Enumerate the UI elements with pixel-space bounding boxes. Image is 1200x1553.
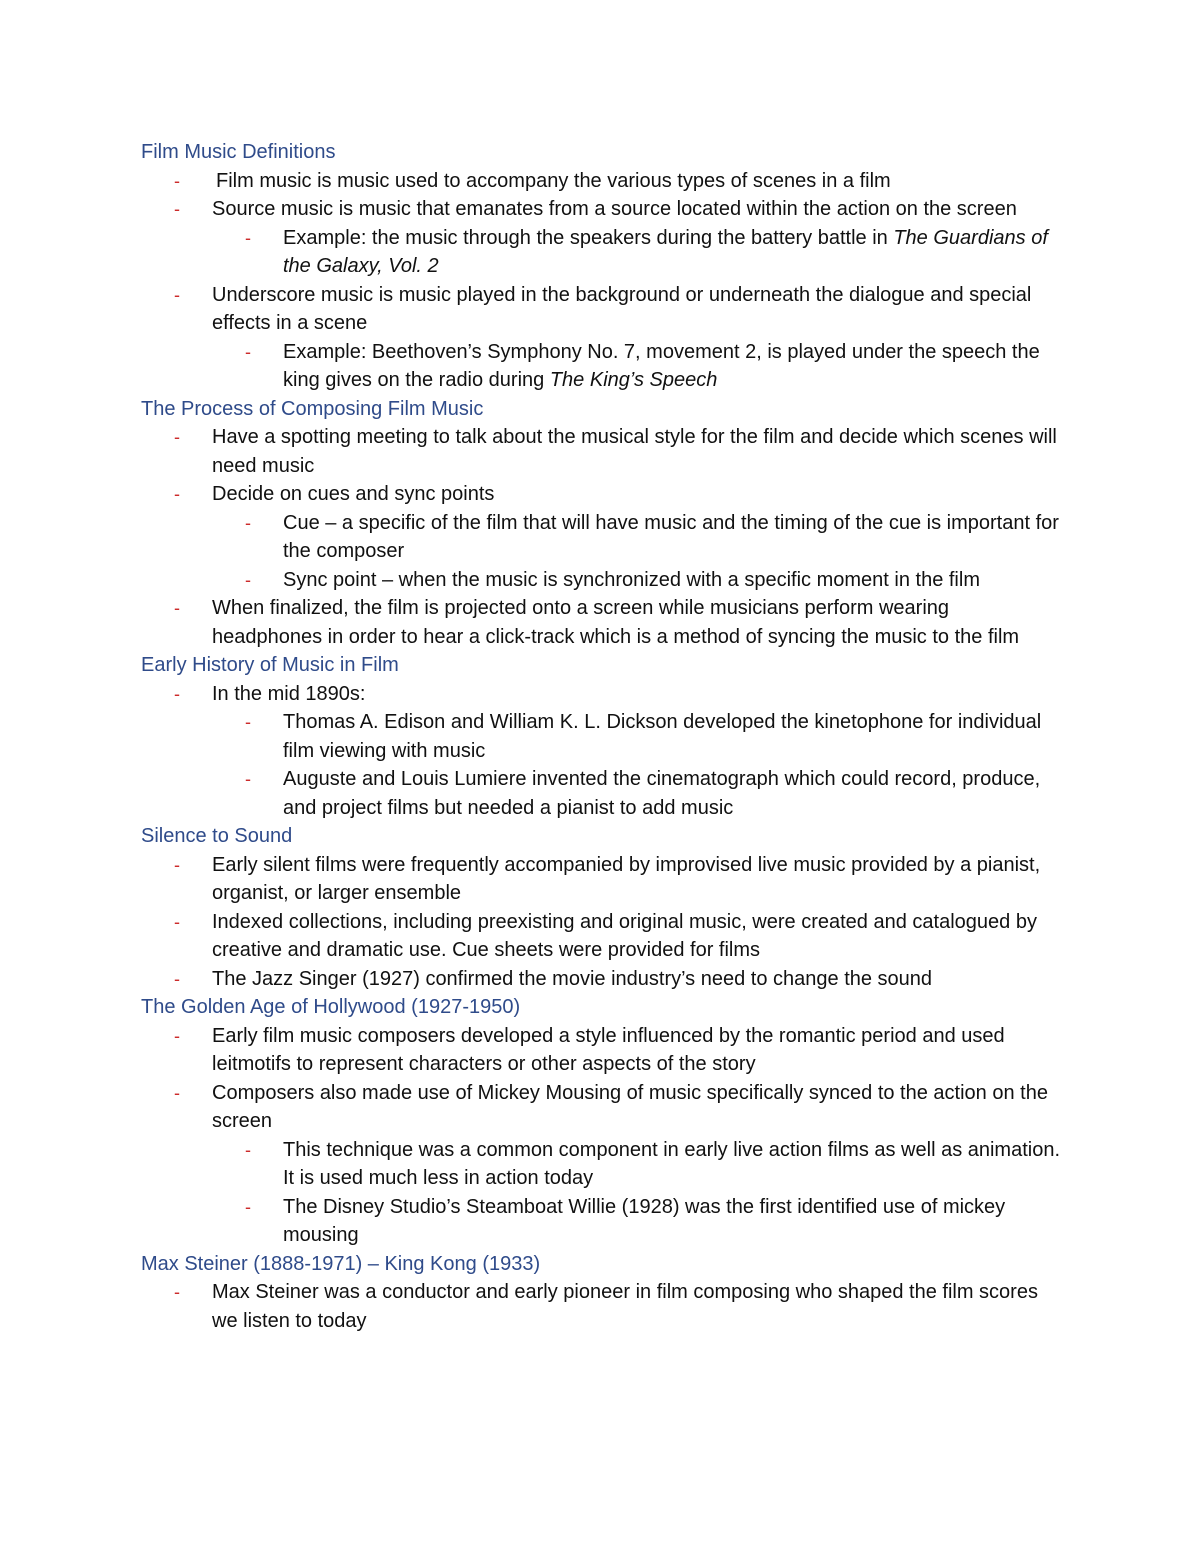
sub-list-item (212, 566, 1061, 595)
section-film-music-definitions (141, 138, 1061, 395)
sub-list-item (212, 1193, 1061, 1250)
list-item (141, 1022, 1061, 1079)
dash-bullet-icon: - (174, 968, 180, 989)
list-item-text: Decide on cues and sync points (212, 483, 495, 505)
section-heading: Max Steiner (1888-1971) – King Kong (1933) (141, 1252, 541, 1275)
list-item (141, 1079, 1061, 1250)
dash-bullet-icon: - (245, 512, 251, 533)
sub-list-item-text: The Disney Studio’s Steamboat Willie (1928) was the first identified use of mickey mousing (283, 1195, 1006, 1246)
sub-list-item-text: Cue – a specific of the film that will have music and the timing of the cue is important for the composer (283, 511, 1059, 562)
list-item (141, 167, 1061, 196)
list-item (141, 851, 1061, 908)
sub-bullet-list (212, 708, 1061, 822)
film-title: The King’s Speech (549, 369, 718, 391)
sub-bullet-list (212, 509, 1061, 595)
bullet-list (141, 851, 1061, 994)
list-item (141, 281, 1061, 395)
bullet-list (141, 680, 1061, 823)
sub-list-item-text: Sync point – when the music is synchronized with a specific moment in the film (283, 568, 980, 591)
section-golden-age (141, 993, 1061, 1250)
sub-list-item (212, 224, 1061, 281)
bullet-list (141, 1278, 1061, 1335)
list-item (141, 908, 1061, 965)
document-page (141, 138, 1061, 1335)
sub-bullet-list (212, 224, 1061, 281)
section-early-history (141, 651, 1061, 822)
list-item (141, 594, 1061, 651)
list-item-text: The Jazz Singer (1927) confirmed the movie industry’s need to change the sound (212, 967, 933, 990)
sub-list-item-text: Thomas A. Edison and William K. L. Dickson developed the kinetophone for individual film viewing with music (283, 711, 1042, 762)
list-item-text: Early silent films were frequently accompanied by improvised live music provided by a pianist, organist, or larger ensemble (212, 853, 1041, 904)
list-item-text: Have a spotting meeting to talk about the musical style for the film and decide which scenes will need music (212, 426, 1057, 477)
dash-bullet-icon: - (174, 1282, 180, 1302)
dash-bullet-icon: - (245, 1196, 251, 1217)
sub-list-item (212, 509, 1061, 566)
list-item (141, 1278, 1061, 1335)
dash-bullet-icon: - (174, 484, 180, 504)
film-title: The Guardians of the Galaxy, Vol. 2 (283, 226, 1048, 277)
sub-list-item (212, 338, 1061, 395)
dash-bullet-icon: - (245, 227, 251, 248)
sub-list-item (212, 765, 1061, 822)
dash-bullet-icon: - (245, 712, 251, 732)
list-item-text: Max Steiner was a conductor and early pioneer in film composing who shaped the film scores we listen to today (212, 1281, 1038, 1332)
sub-bullet-list (212, 1136, 1061, 1250)
bullet-list (141, 423, 1061, 651)
dash-bullet-icon: - (245, 1139, 251, 1160)
sub-list-item-text: Example: the music through the speakers during the battery battle in (283, 226, 894, 249)
list-item-text: Early film music composers developed a style influenced by the romantic period and used leitmotifs to represent characters or other aspects of the story (212, 1024, 1005, 1075)
sub-list-item (212, 1136, 1061, 1193)
sub-list-item-text: Auguste and Louis Lumiere invented the cinematograph which could record, produce, and project films but needed a pianist to add music (283, 768, 1041, 819)
list-item (141, 480, 1061, 594)
dash-bullet-icon: - (245, 341, 251, 362)
sub-bullet-list (212, 338, 1061, 395)
bullet-list (141, 167, 1061, 395)
dash-bullet-icon: - (174, 854, 180, 875)
section-silence-to-sound (141, 822, 1061, 993)
sub-list-item-text: This technique was a common component in early live action films as well as animation. It is used much less in action today (283, 1138, 1061, 1189)
list-item-text: Composers also made use of Mickey Mousing of music specifically synced to the action on the screen (212, 1081, 1048, 1132)
list-item-text: Source music is music that emanates from a source located within the action on the screen (212, 198, 1017, 220)
section-heading: The Process of Composing Film Music (141, 397, 484, 420)
list-item (141, 965, 1061, 994)
dash-bullet-icon: - (245, 569, 251, 590)
list-item-text: Indexed collections, including preexisting and original music, were created and catalogued by creative and dramatic use. Cue sheets were provided for films (212, 910, 1037, 961)
list-item-text: Underscore music is music played in the background or underneath the dialogue and special effects in a scene (212, 283, 1032, 334)
dash-bullet-icon: - (174, 284, 180, 305)
list-item-text: In the mid 1890s: (212, 682, 366, 705)
sub-list-item (212, 708, 1061, 765)
dash-bullet-icon: - (174, 1025, 180, 1046)
dash-bullet-icon: - (174, 427, 180, 447)
section-heading: Silence to Sound (141, 825, 293, 847)
section-process-of-composing (141, 395, 1061, 652)
list-item (141, 195, 1061, 281)
dash-bullet-icon: - (174, 170, 180, 191)
list-item (141, 680, 1061, 823)
section-heading: Film Music Definitions (141, 141, 336, 163)
dash-bullet-icon: - (174, 683, 180, 704)
list-item-text: When finalized, the film is projected onto a screen while musicians perform wearing headphones in order to hear a click-track which is a method of syncing the music to the film (212, 597, 1020, 648)
dash-bullet-icon: - (174, 1082, 180, 1103)
dash-bullet-icon: - (174, 911, 180, 932)
list-item-text: Film music is music used to accompany the various types of scenes in a film (216, 169, 891, 192)
sub-list-item-text: Example: Beethoven’s Symphony No. 7, movement 2, is played under the speech the king gives on the radio during (283, 340, 1040, 391)
section-heading: Early History of Music in Film (141, 654, 399, 676)
dash-bullet-icon: - (174, 199, 180, 219)
section-max-steiner (141, 1250, 1061, 1336)
section-heading: The Golden Age of Hollywood (1927-1950) (141, 996, 521, 1018)
dash-bullet-icon: - (174, 598, 180, 618)
bullet-list (141, 1022, 1061, 1250)
list-item (141, 423, 1061, 480)
dash-bullet-icon: - (245, 769, 251, 789)
